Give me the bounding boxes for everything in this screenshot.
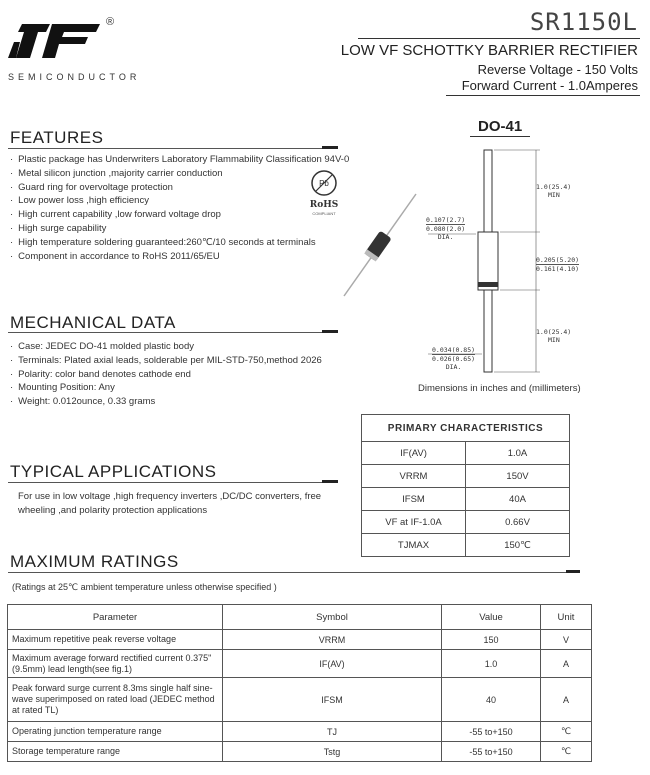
primary-value: 150℃ [466,534,570,557]
dim-lead-dia-label: DIA. [445,363,462,371]
primary-value: 1.0A [466,442,570,465]
mechanical-list [10,340,350,409]
package-title-underline [470,136,530,137]
features-underline [8,148,338,149]
applications-bar [322,480,338,483]
rating-unit: ℃ [541,742,592,762]
header-divider-2 [446,95,640,96]
primary-value: 0.66V [466,511,570,534]
primary-param: IF(AV) [362,442,466,465]
mechanical-item: · Case: JEDEC DO-41 molded plastic body [10,340,350,354]
dim-body-dia-max: 0.107(2.7) [426,216,466,224]
mechanical-item: · Polarity: color band denotes cathode end [10,368,350,382]
rating-param: Storage temperature range [8,742,223,762]
primary-param: VRRM [362,465,466,488]
rating-value: 150 [442,630,541,650]
outline-drawing [420,140,620,380]
rohs-label: RoHS [309,200,339,210]
applications-text: For use in low voltage ,high frequency inverters ,DC/DC converters, free wheeling ,and polarity protection applications [18,491,322,516]
table-row [362,534,570,557]
dim-body-dia-min: 0.080(2.0) [426,225,466,233]
feature-item: · Guard ring for overvoltage protection [10,181,370,195]
package-title: DO-41 [478,118,523,135]
rating-param: Maximum average forward rectified current 0.375"(9.5mm) lead length(see fig.1) [8,650,223,678]
registered-mark: ® [106,16,115,28]
ratings-title: MAXIMUM RATINGS [10,552,179,571]
dim-body-dia [426,216,465,241]
feature-item: · Low power loss ,high efficiency [10,194,370,208]
mechanical-item: · Terminals: Plated axial leads, solderable per MIL-STD-750,method 2026 [10,354,350,368]
brand-logo [8,24,100,58]
feature-item: · Component in accordance to RoHS 2011/65/EU [10,250,370,264]
dim-lead-top-value: 1.0(25.4) [536,183,572,191]
dim-body-len-min: 0.161(4.10) [536,265,580,273]
dim-body-len-max: 0.205(5.20) [536,256,580,264]
ratings-bar [566,570,580,573]
table-row [362,488,570,511]
rating-param: Peak forward surge current 8.3ms single half sine-wave superimposed on rated load (JEDEC method at rated TL) [8,678,223,722]
rating-value: -55 to+150 [442,742,541,762]
dim-lead-bot-value: 1.0(25.4) [536,328,572,336]
rating-symbol: VRRM [223,630,442,650]
rating-value: -55 to+150 [442,722,541,742]
dim-body-dia-label: DIA. [437,233,454,241]
primary-param: VF at IF-1.0A [362,511,466,534]
header-value: Value [442,605,541,630]
dim-lead-dia-min: 0.026(0.65) [432,355,476,363]
primary-title: PRIMARY CHARACTERISTICS [362,415,570,442]
feature-item: · High surge capability [10,222,370,236]
dim-lead-dia [432,346,475,371]
table-row [8,630,592,650]
diode-image [340,190,420,300]
part-number: SR1150L [529,8,638,36]
table-row [8,742,592,762]
table-row [362,442,570,465]
rating-symbol: TJ [223,722,442,742]
primary-param: IFSM [362,488,466,511]
header-symbol: Symbol [223,605,442,630]
dimensions-note: Dimensions in inches and (millimeters) [418,383,581,394]
mechanical-item: · Mounting Position: Any [10,381,350,395]
pb-label: Pb [319,179,329,188]
primary-value: 40A [466,488,570,511]
feature-item: · Metal silicon junction ,majority carrier conduction [10,167,370,181]
mechanical-underline [8,332,338,333]
rohs-sub: COMPLIANT [312,211,336,216]
applications-underline [8,482,338,483]
dim-lead-bot [536,328,571,344]
table-row [8,650,592,678]
features-title: FEATURES [10,128,104,147]
feature-item: · High current capability ,low forward voltage drop [10,208,370,222]
primary-characteristics-table [361,414,570,557]
reverse-voltage: Reverse Voltage - 150 Volts [477,62,638,77]
mechanical-item: · Weight: 0.012ounce, 0.33 grams [10,395,350,409]
table-row [8,722,592,742]
rating-unit: A [541,650,592,678]
applications-title: TYPICAL APPLICATIONS [10,462,217,481]
brand-subtitle: SEMICONDUCTOR [8,72,141,82]
dim-lead-dia-max: 0.034(0.85) [432,346,476,354]
dim-lead-top-sub: MIN [548,191,560,199]
rating-symbol: IFSM [223,678,442,722]
rating-unit: V [541,630,592,650]
feature-item: · Plastic package has Underwriters Laboratory Flammability Classification 94V-0 [10,153,370,167]
rating-param: Maximum repetitive peak reverse voltage [8,630,223,650]
dim-lead-top [536,183,571,199]
rating-value: 40 [442,678,541,722]
mechanical-title: MECHANICAL DATA [10,313,176,332]
ratings-note: (Ratings at 25℃ ambient temperature unless otherwise specified ) [12,582,277,592]
features-bar [322,146,338,149]
table-row [8,678,592,722]
rating-symbol: Tstg [223,742,442,762]
primary-value: 150V [466,465,570,488]
mechanical-bar [322,330,338,333]
rating-unit: A [541,678,592,722]
maximum-ratings-table [7,604,592,762]
header-divider [358,38,640,39]
rating-value: 1.0 [442,650,541,678]
dim-body-len [536,256,579,273]
rating-symbol: IF(AV) [223,650,442,678]
dim-lead-bot-sub: MIN [548,336,560,344]
pb-free-icon [306,168,342,198]
forward-current: Forward Current - 1.0Amperes [461,78,638,93]
product-title: LOW VF SCHOTTKY BARRIER RECTIFIER [340,42,638,59]
ratings-underline [8,572,580,573]
table-row [362,511,570,534]
rating-unit: ℃ [541,722,592,742]
rating-param: Operating junction temperature range [8,722,223,742]
header-unit: Unit [541,605,592,630]
table-row [362,465,570,488]
primary-param: TJMAX [362,534,466,557]
header-parameter: Parameter [8,605,223,630]
feature-item: · High temperature soldering guaranteed:260℃/10 seconds at terminals [10,236,370,250]
